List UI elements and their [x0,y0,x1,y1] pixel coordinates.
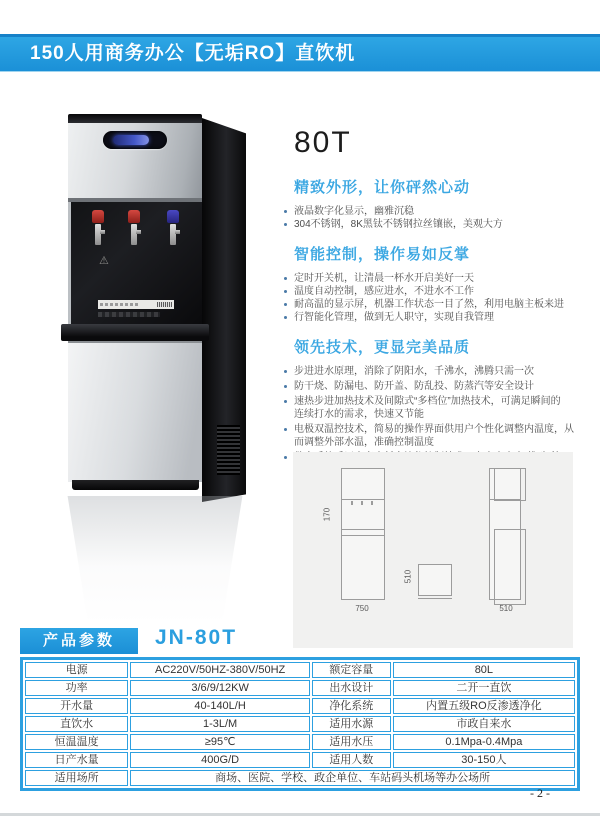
dim-front-height-label: 170 [322,507,332,522]
machine-top-cap [68,114,202,123]
feature-item-group [281,395,593,421]
feature-item: 温度自动控制，感应进水，不进水不工作 [281,285,593,298]
side-view-offset-bottom [494,529,526,605]
machine-base [72,480,199,490]
param-label-cell: 适用场所 [25,770,128,786]
machine-front-panel [68,114,202,492]
param-label-cell: 恒温温度 [25,734,128,750]
param-value-cell: AC220V/50HZ-380V/50HZ [130,662,310,678]
feature-item: 行智能化管理，做到无人职守，实现自我管理 [281,311,593,324]
table-row [25,680,575,696]
param-value-cell: 80L [393,662,575,678]
table-row [25,662,575,678]
faucet-mark [351,501,353,505]
feature-item: 电极双温控技术，简易的操作界面供用户个性化调整内温度，从 [281,423,593,436]
table-row [25,716,575,732]
param-value-cell: 400G/D [130,752,310,768]
param-label-cell: 净化系统 [312,698,391,714]
model-title: 80T [294,126,352,159]
faucet-handle-blue [167,210,179,223]
params-table [20,657,580,791]
faucet-handle-red [128,210,140,223]
feature-heading: 智能控制，操作易如反掌 [294,246,471,263]
table-row [25,770,575,786]
lcd-display [103,131,167,149]
param-label-cell: 出水设计 [312,680,391,696]
dim-side-depth-label: 510 [499,604,513,613]
param-label-cell: 开水量 [25,698,128,714]
feature-heading: 精致外形，让你砰然心动 [294,179,471,196]
feature-item-group [281,423,593,449]
param-label-cell: 额定容量 [312,662,391,678]
param-value-cell: 3/6/9/12KW [130,680,310,696]
feature-section-design [281,176,593,231]
drip-tray [61,324,209,341]
faucet-handle-red [92,210,104,223]
floor-reflection [62,496,248,624]
feature-item: 304不锈钢，8K黑钛不锈钢拉丝镶嵌，美观大方 [281,218,593,231]
faucet-stem [131,224,137,245]
table-row [25,698,575,714]
param-label-cell: 日产水量 [25,752,128,768]
dimension-diagram-panel [293,452,573,648]
lcd-screen-glow [113,135,149,145]
feature-item: 定时开关机，让清晨一杯水开启美好一天 [281,272,593,285]
hot-water-faucet [92,210,104,248]
page-number: - 2 - [530,786,550,800]
faucet-stem [170,224,176,245]
param-value-cell: 30-150人 [393,752,575,768]
machine-cabinet [68,341,202,482]
side-view-offset-top [494,468,526,501]
param-label-cell: 适用水压 [312,734,391,750]
front-view-divider [342,499,384,500]
machine-info-label [98,300,174,309]
param-label-cell: 适用水源 [312,716,391,732]
param-value-cell: 40-140L/H [130,698,310,714]
warning-icon: ⚠ [99,255,109,267]
machine-info-sublabel [98,312,160,317]
param-value-cell: 商场、医院、学校、政企单位、车站码头机场等办公场所 [130,770,575,786]
hot-water-faucet [128,210,140,248]
faucet-mark [371,501,373,505]
feature-item-continued: 而调整外部水温，准确控制温度 [294,437,434,448]
table-row [25,734,575,750]
page-title: 150人用商务办公【无垢RO】直饮机 [0,34,600,72]
feature-item-group [281,365,593,378]
front-view-line [342,529,384,530]
param-label-cell: 功率 [25,680,128,696]
feature-item: 防干烧、防漏电、防开盖、防乱投、防蒸汽等安全设计 [281,380,593,393]
feature-item: 步进进水原理，消除了阴阳水，千沸水，沸腾只需一次 [281,365,593,378]
params-model-number: JN-80T [155,626,238,649]
faucet-mark [361,501,363,505]
param-value-cell: 0.1Mpa-0.4Mpa [393,734,575,750]
feature-item: 速热步进加热技术及间隙式“多档位”加热技术，可满足瞬间的 [281,395,593,408]
front-view-line [342,535,384,536]
dim-front-width-label: 750 [355,604,369,613]
param-label-cell: 电源 [25,662,128,678]
param-label-cell: 直饮水 [25,716,128,732]
machine-dispense-area [68,202,202,324]
feature-section-control [281,243,593,324]
machine-upper-panel [68,123,202,202]
side-vent-grille [217,425,240,475]
param-value-cell: ≥95℃ [130,734,310,750]
feature-item-group [281,380,593,393]
feature-heading: 领先技术，更显完美品质 [294,339,471,356]
product-photo [30,112,280,632]
param-value-cell: 1-3L/M [130,716,310,732]
param-value-cell: 内置五级RO反渗透净化 [393,698,575,714]
param-value-cell: 二开一直饮 [393,680,575,696]
param-value-cell: 市政自来水 [393,716,575,732]
feature-item: 耐高温的显示屏，机器工作状态一目了然，利用电脑主板来进 [281,298,593,311]
product-info-column [281,126,593,489]
params-badge: 产品参数 [20,628,138,654]
side-view-drawing [489,468,521,600]
cold-water-faucet [167,210,179,248]
faucet-stem [95,224,101,245]
feature-item-continued: 连续打水的需求，快速又节能 [294,409,424,420]
table-row [25,752,575,768]
feature-item: 液晶数字化显示，幽雅沉稳 [281,205,593,218]
param-label-cell: 适用人数 [312,752,391,768]
dim-top-depth-label: 510 [403,569,413,584]
front-view-drawing [341,468,385,600]
top-view-drawing [418,564,452,596]
